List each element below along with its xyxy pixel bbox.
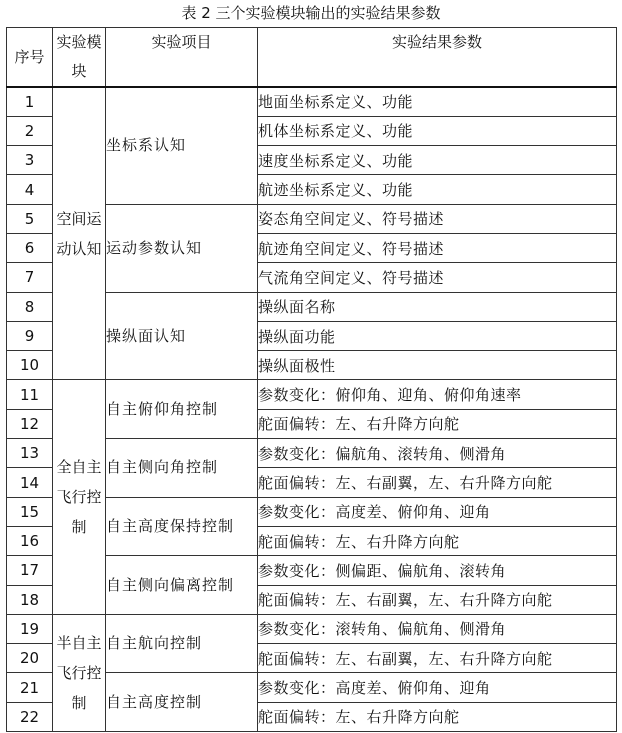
- row-number: 16: [7, 526, 53, 555]
- row-number: 18: [7, 585, 53, 614]
- result-cell: 参数变化：高度差、俯仰角、迎角: [258, 497, 617, 526]
- result-cell: 舵面偏转：左、右副翼，左、右升降方向舵: [258, 468, 617, 497]
- table-caption: 表 2 三个实验模块输出的实验结果参数: [181, 4, 441, 22]
- item-cell: 操纵面认知: [106, 292, 258, 380]
- result-cell: 参数变化：侧偏距、偏航角、滚转角: [258, 556, 617, 585]
- item-cell: 坐标系认知: [106, 87, 258, 204]
- result-cell: 航迹坐标系定义、功能: [258, 175, 617, 204]
- row-number: 21: [7, 673, 53, 702]
- module-cell: 半自主飞行控制: [53, 614, 106, 731]
- item-cell: 自主航向控制: [106, 614, 258, 673]
- row-number: 2: [7, 116, 53, 145]
- result-cell: 参数变化：俯仰角、迎角、俯仰角速率: [258, 380, 617, 409]
- row-number: 13: [7, 439, 53, 468]
- result-cell: 航迹角空间定义、符号描述: [258, 233, 617, 262]
- row-number: 19: [7, 614, 53, 643]
- result-cell: 气流角空间定义、符号描述: [258, 263, 617, 292]
- result-cell: 速度坐标系定义、功能: [258, 146, 617, 175]
- result-cell: 舵面偏转：左、右升降方向舵: [258, 702, 617, 731]
- module-cell: 全自主飞行控制: [53, 380, 106, 614]
- result-cell: 参数变化：偏航角、滚转角、侧滑角: [258, 439, 617, 468]
- item-cell: 运动参数认知: [106, 204, 258, 292]
- result-cell: 参数变化：高度差、俯仰角、迎角: [258, 673, 617, 702]
- table-row: [7, 614, 617, 643]
- header-result: 实验结果参数: [258, 28, 617, 88]
- row-number: 8: [7, 292, 53, 321]
- item-cell: 自主俯仰角控制: [106, 380, 258, 439]
- result-cell: 地面坐标系定义、功能: [258, 87, 617, 116]
- item-cell: 自主高度保持控制: [106, 497, 258, 556]
- row-number: 11: [7, 380, 53, 409]
- row-number: 5: [7, 204, 53, 233]
- row-number: 15: [7, 497, 53, 526]
- header-module: 实验模块: [53, 28, 106, 88]
- result-cell: 姿态角空间定义、符号描述: [258, 204, 617, 233]
- row-number: 14: [7, 468, 53, 497]
- result-cell: 舵面偏转：左、右副翼，左、右升降方向舵: [258, 644, 617, 673]
- row-number: 3: [7, 146, 53, 175]
- result-cell: 舵面偏转：左、右副翼，左、右升降方向舵: [258, 585, 617, 614]
- result-cell: 参数变化：滚转角、偏航角、侧滑角: [258, 614, 617, 643]
- row-number: 10: [7, 351, 53, 380]
- row-number: 20: [7, 644, 53, 673]
- table-row: [7, 87, 617, 116]
- result-cell: 操纵面名称: [258, 292, 617, 321]
- result-cell: 机体坐标系定义、功能: [258, 116, 617, 145]
- result-cell: 操纵面功能: [258, 321, 617, 350]
- table-header: [7, 28, 617, 88]
- row-number: 1: [7, 87, 53, 116]
- row-number: 6: [7, 233, 53, 262]
- row-number: 22: [7, 702, 53, 731]
- item-cell: 自主侧向偏离控制: [106, 556, 258, 615]
- result-cell: 舵面偏转：左、右升降方向舵: [258, 409, 617, 438]
- row-number: 4: [7, 175, 53, 204]
- header-no: 序号: [7, 28, 53, 88]
- row-number: 9: [7, 321, 53, 350]
- module-cell: 空间运动认知: [53, 87, 106, 380]
- result-cell: 舵面偏转：左、右升降方向舵: [258, 526, 617, 555]
- header-item: 实验项目: [106, 28, 258, 88]
- result-cell: 操纵面极性: [258, 351, 617, 380]
- row-number: 12: [7, 409, 53, 438]
- table-row: [7, 380, 617, 409]
- row-number: 17: [7, 556, 53, 585]
- results-table: [6, 27, 617, 732]
- item-cell: 自主侧向角控制: [106, 439, 258, 498]
- item-cell: 自主高度控制: [106, 673, 258, 732]
- row-number: 7: [7, 263, 53, 292]
